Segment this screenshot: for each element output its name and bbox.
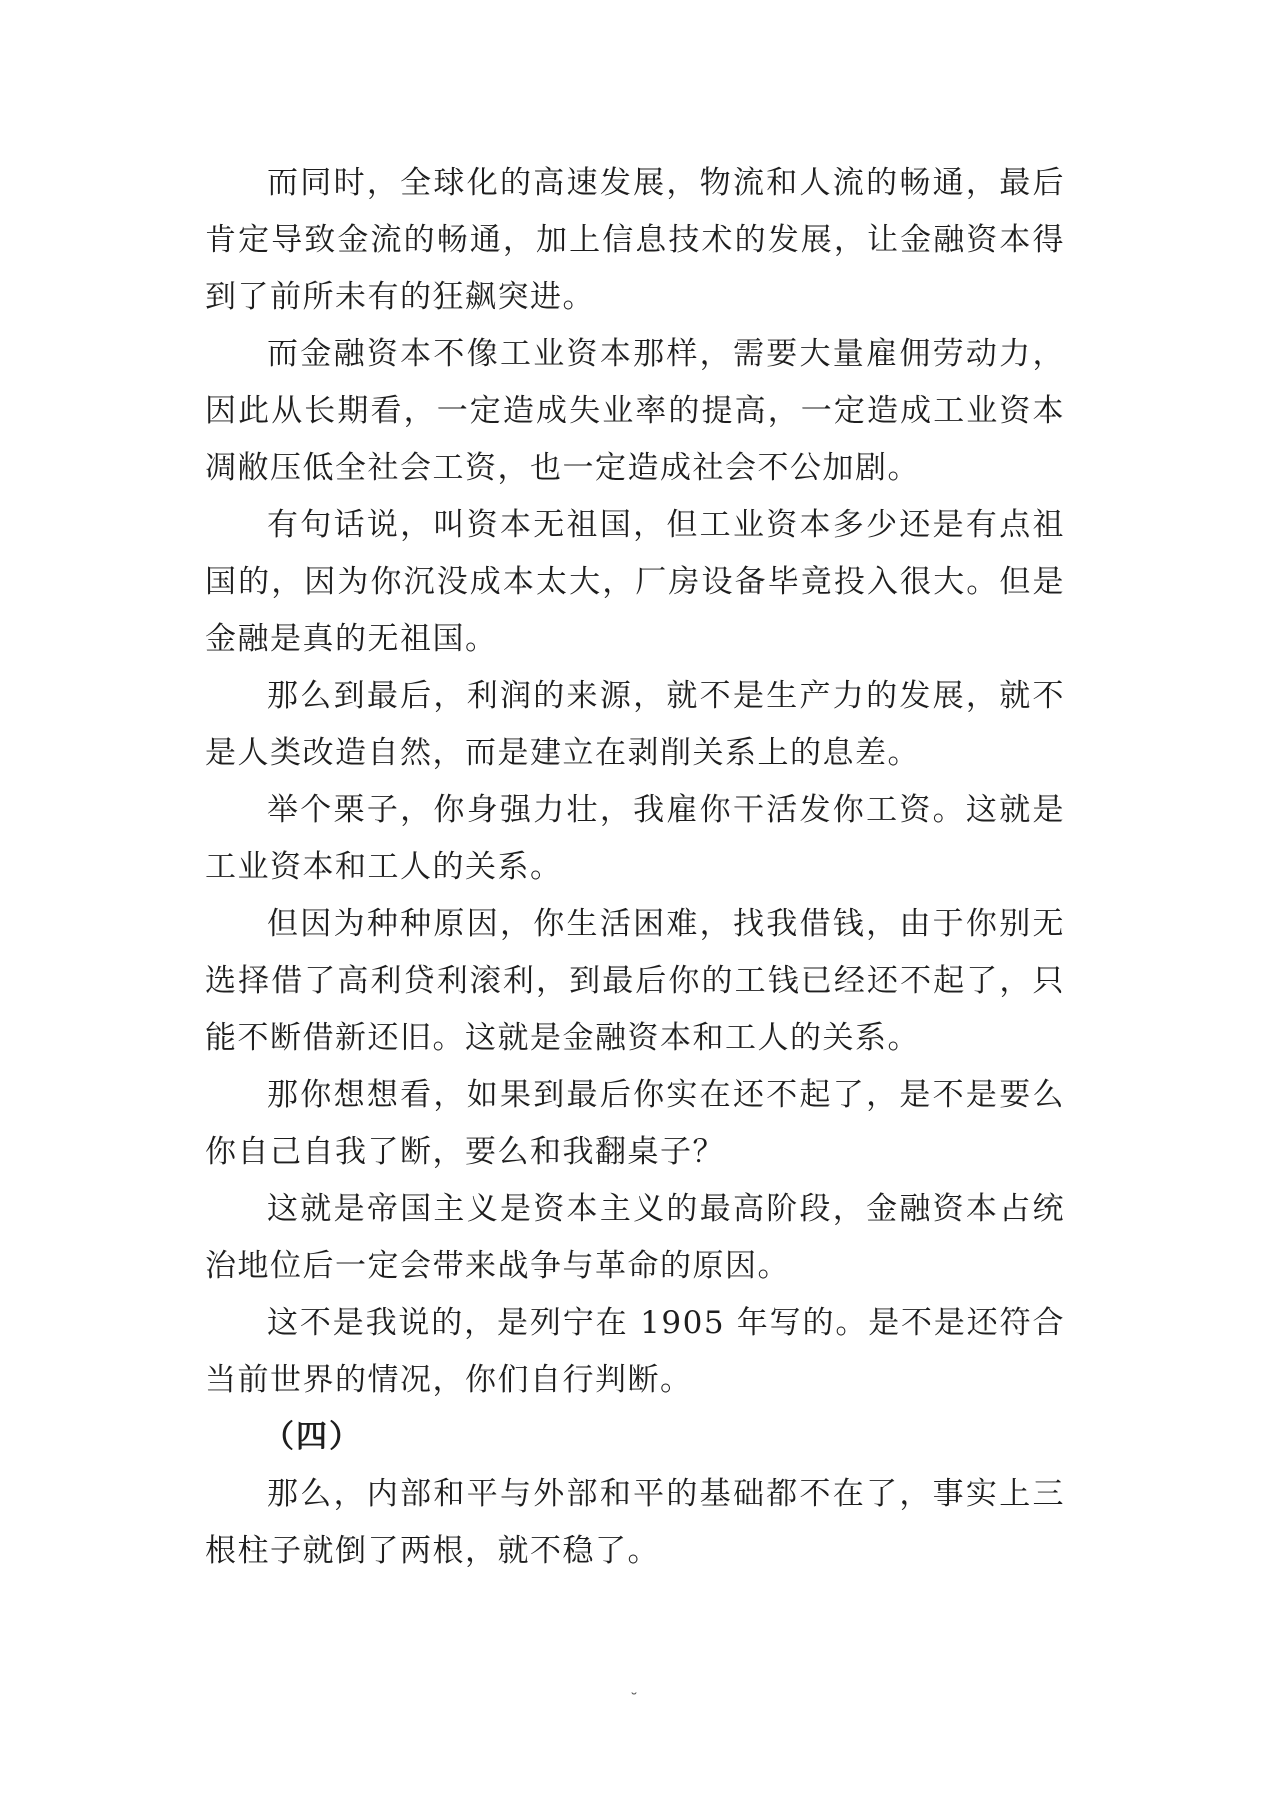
paragraph-3: 有句话说，叫资本无祖国，但工业资本多少还是有点祖国的，因为你沉没成本太大，厂房设备毕竟投入很大。但是金融是真的无祖国。 [205,507,1065,657]
page-number-mark: ˘ [630,1690,638,1709]
paragraph-4: 那么到最后，利润的来源，就不是生产力的发展，就不是人类改造自然，而是建立在剥削关系上的息差。 [205,678,1065,771]
paragraph-1: 而同时，全球化的高速发展，物流和人流的畅通，最后肯定导致金流的畅通，加上信息技术的发展，让金融资本得到了前所未有的狂飙突进。 [205,165,1065,315]
paragraph-8: 这就是帝国主义是资本主义的最高阶段，金融资本占统治地位后一定会带来战争与革命的原因。 [205,1191,1065,1284]
document-body [205,155,1065,1580]
paragraph-5: 举个栗子，你身强力壮，我雇你干活发你工资。这就是工业资本和工人的关系。 [205,792,1065,885]
paragraph-2: 而金融资本不像工业资本那样，需要大量雇佣劳动力，因此从长期看，一定造成失业率的提高，一定造成工业资本凋敝压低全社会工资，也一定造成社会不公加剧。 [205,336,1065,486]
paragraph-6: 但因为种种原因，你生活困难，找我借钱，由于你别无选择借了高利贷利滚利，到最后你的工钱已经还不起了，只能不断借新还旧。这就是金融资本和工人的关系。 [205,906,1065,1056]
paragraph-7: 那你想想看，如果到最后你实在还不起了，是不是要么你自己自我了断，要么和我翻桌子？ [205,1077,1065,1170]
closing-paragraph: 那么，内部和平与外部和平的基础都不在了，事实上三根柱子就倒了两根，就不稳了。 [205,1476,1065,1569]
section-heading: （四） [263,1419,362,1455]
paragraph-9: 这不是我说的，是列宁在 1905 年写的。是不是还符合当前世界的情况，你们自行判断。 [205,1305,1065,1398]
